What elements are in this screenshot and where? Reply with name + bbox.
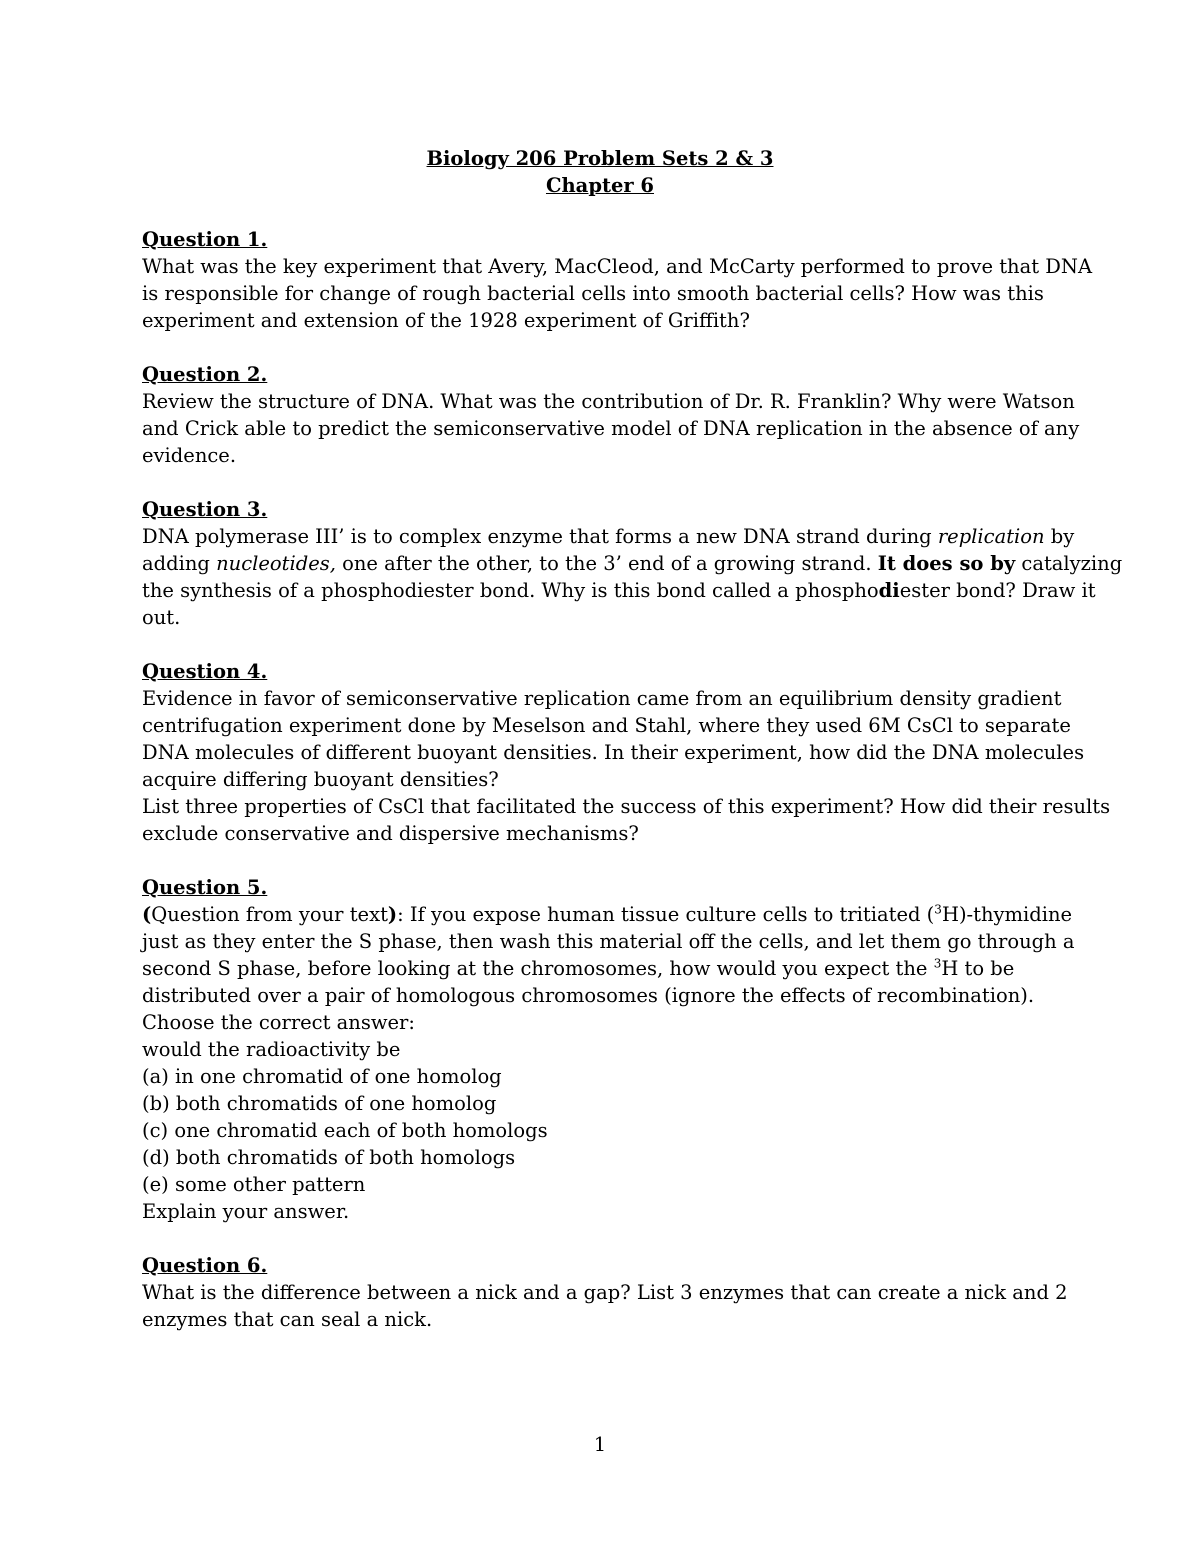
bold-text: di — [878, 579, 900, 602]
text-run: the synthesis of a phosphodiester bond. Why is this bond called a phospho — [142, 579, 879, 602]
text-run: DNA polymerase III’ is to complex enzyme that forms a new DNA strand during — [142, 525, 938, 548]
superscript: 3 — [933, 956, 942, 971]
question-text-line: would the radioactivity be — [142, 1038, 401, 1061]
question-text-line: Evidence in favor of semiconservative replication came from an equilibrium density gradient — [142, 687, 1062, 710]
question-2 — [142, 361, 1080, 469]
question-text-line: experiment and extension of the 1928 experiment of Griffith? — [142, 309, 750, 332]
page-number: 1 — [593, 1433, 607, 1456]
question-text-line — [142, 577, 1096, 604]
superscript: 3 — [934, 902, 942, 917]
question-text-line — [142, 955, 1062, 982]
question-text-line: What was the key experiment that Avery, MacCleod, and McCarty performed to prove that DNA — [142, 255, 1093, 278]
question-text-line: and Crick able to predict the semiconservative model of DNA replication in the absence of any — [142, 417, 1080, 440]
question-text-line: evidence. — [142, 444, 237, 467]
question-text-line: just as they enter the S phase, then wash this material off the cells, and let them go through a — [142, 930, 1075, 953]
bold-text: It does so by — [877, 552, 1016, 575]
answer-option: (c) one chromatid each of both homologs — [142, 1119, 548, 1142]
question-3 — [142, 496, 1123, 631]
text-run: H)-thymidine — [941, 903, 1073, 926]
question-text-line: centrifugation experiment done by Meselson and Stahl, where they used 6M CsCl to separate — [142, 714, 1071, 737]
answer-option: (a) in one chromatid of one homolog — [142, 1065, 502, 1088]
text-run: by — [1044, 525, 1075, 548]
text-run: : If you expose human tissue culture cells to tritiated ( — [397, 903, 935, 926]
text-run: ester bond? Draw it — [899, 579, 1096, 602]
question-heading: Question 2. — [142, 363, 268, 386]
question-text-line — [142, 523, 1075, 550]
question-1 — [142, 226, 1093, 334]
question-text-line — [142, 901, 1073, 928]
question-heading: Question 4. — [142, 660, 268, 683]
question-text-line: List three properties of CsCl that facilitated the success of this experiment? How did their results — [142, 795, 1111, 818]
question-text-line: exclude conservative and dispersive mechanisms? — [142, 822, 639, 845]
question-heading: Question 1. — [142, 228, 268, 251]
question-text-line: is responsible for change of rough bacterial cells into smooth bacterial cells? How was this — [142, 282, 1044, 305]
question-text-line: out. — [142, 606, 181, 629]
text-run: H to be — [941, 957, 1015, 980]
chapter-heading: Chapter 6 — [545, 174, 654, 197]
emphasis-text: replication — [937, 525, 1045, 548]
answer-option: (e) some other pattern — [142, 1173, 366, 1196]
question-text-line: Review the structure of DNA. What was the contribution of Dr. R. Franklin? Why were Watson — [142, 390, 1075, 413]
document-title: Biology 206 Problem Sets 2 & 3 — [426, 147, 774, 170]
question-text-line: DNA molecules of different buoyant densities. In their experiment, how did the DNA molecules — [142, 741, 1085, 764]
text-run: Question from your text — [151, 903, 388, 926]
question-text-line: enzymes that can seal a nick. — [142, 1308, 433, 1331]
question-text-line: acquire differing buoyant densities? — [142, 768, 499, 791]
question-text-line: What is the difference between a nick and a gap? List 3 enzymes that can create a nick and 2 — [142, 1281, 1068, 1304]
text-run: one after the other, to the 3’ end of a growing strand. — [335, 552, 878, 575]
question-heading: Question 5. — [142, 876, 268, 899]
question-4 — [142, 658, 1111, 847]
text-run: catalyzing — [1015, 552, 1123, 575]
emphasis-text: nucleotides, — [216, 552, 336, 575]
answer-option: (d) both chromatids of both homologs — [142, 1146, 516, 1169]
text-run: adding — [142, 552, 217, 575]
question-5 — [142, 874, 1075, 1225]
question-heading: Question 3. — [142, 498, 268, 521]
question-6 — [142, 1252, 1068, 1333]
question-text-line: distributed over a pair of homologous chromosomes (ignore the effects of recombination). — [142, 984, 1035, 1007]
question-text-line — [142, 550, 1123, 577]
text-run: second S phase, before looking at the chromosomes, how would you expect the — [142, 957, 934, 980]
question-text-line: Choose the correct answer: — [142, 1011, 415, 1034]
question-heading: Question 6. — [142, 1254, 268, 1277]
bold-text: ( — [142, 903, 152, 926]
bold-text: ) — [387, 903, 398, 926]
answer-option: (b) both chromatids of one homolog — [142, 1092, 497, 1115]
question-text-line: Explain your answer. — [142, 1200, 350, 1223]
